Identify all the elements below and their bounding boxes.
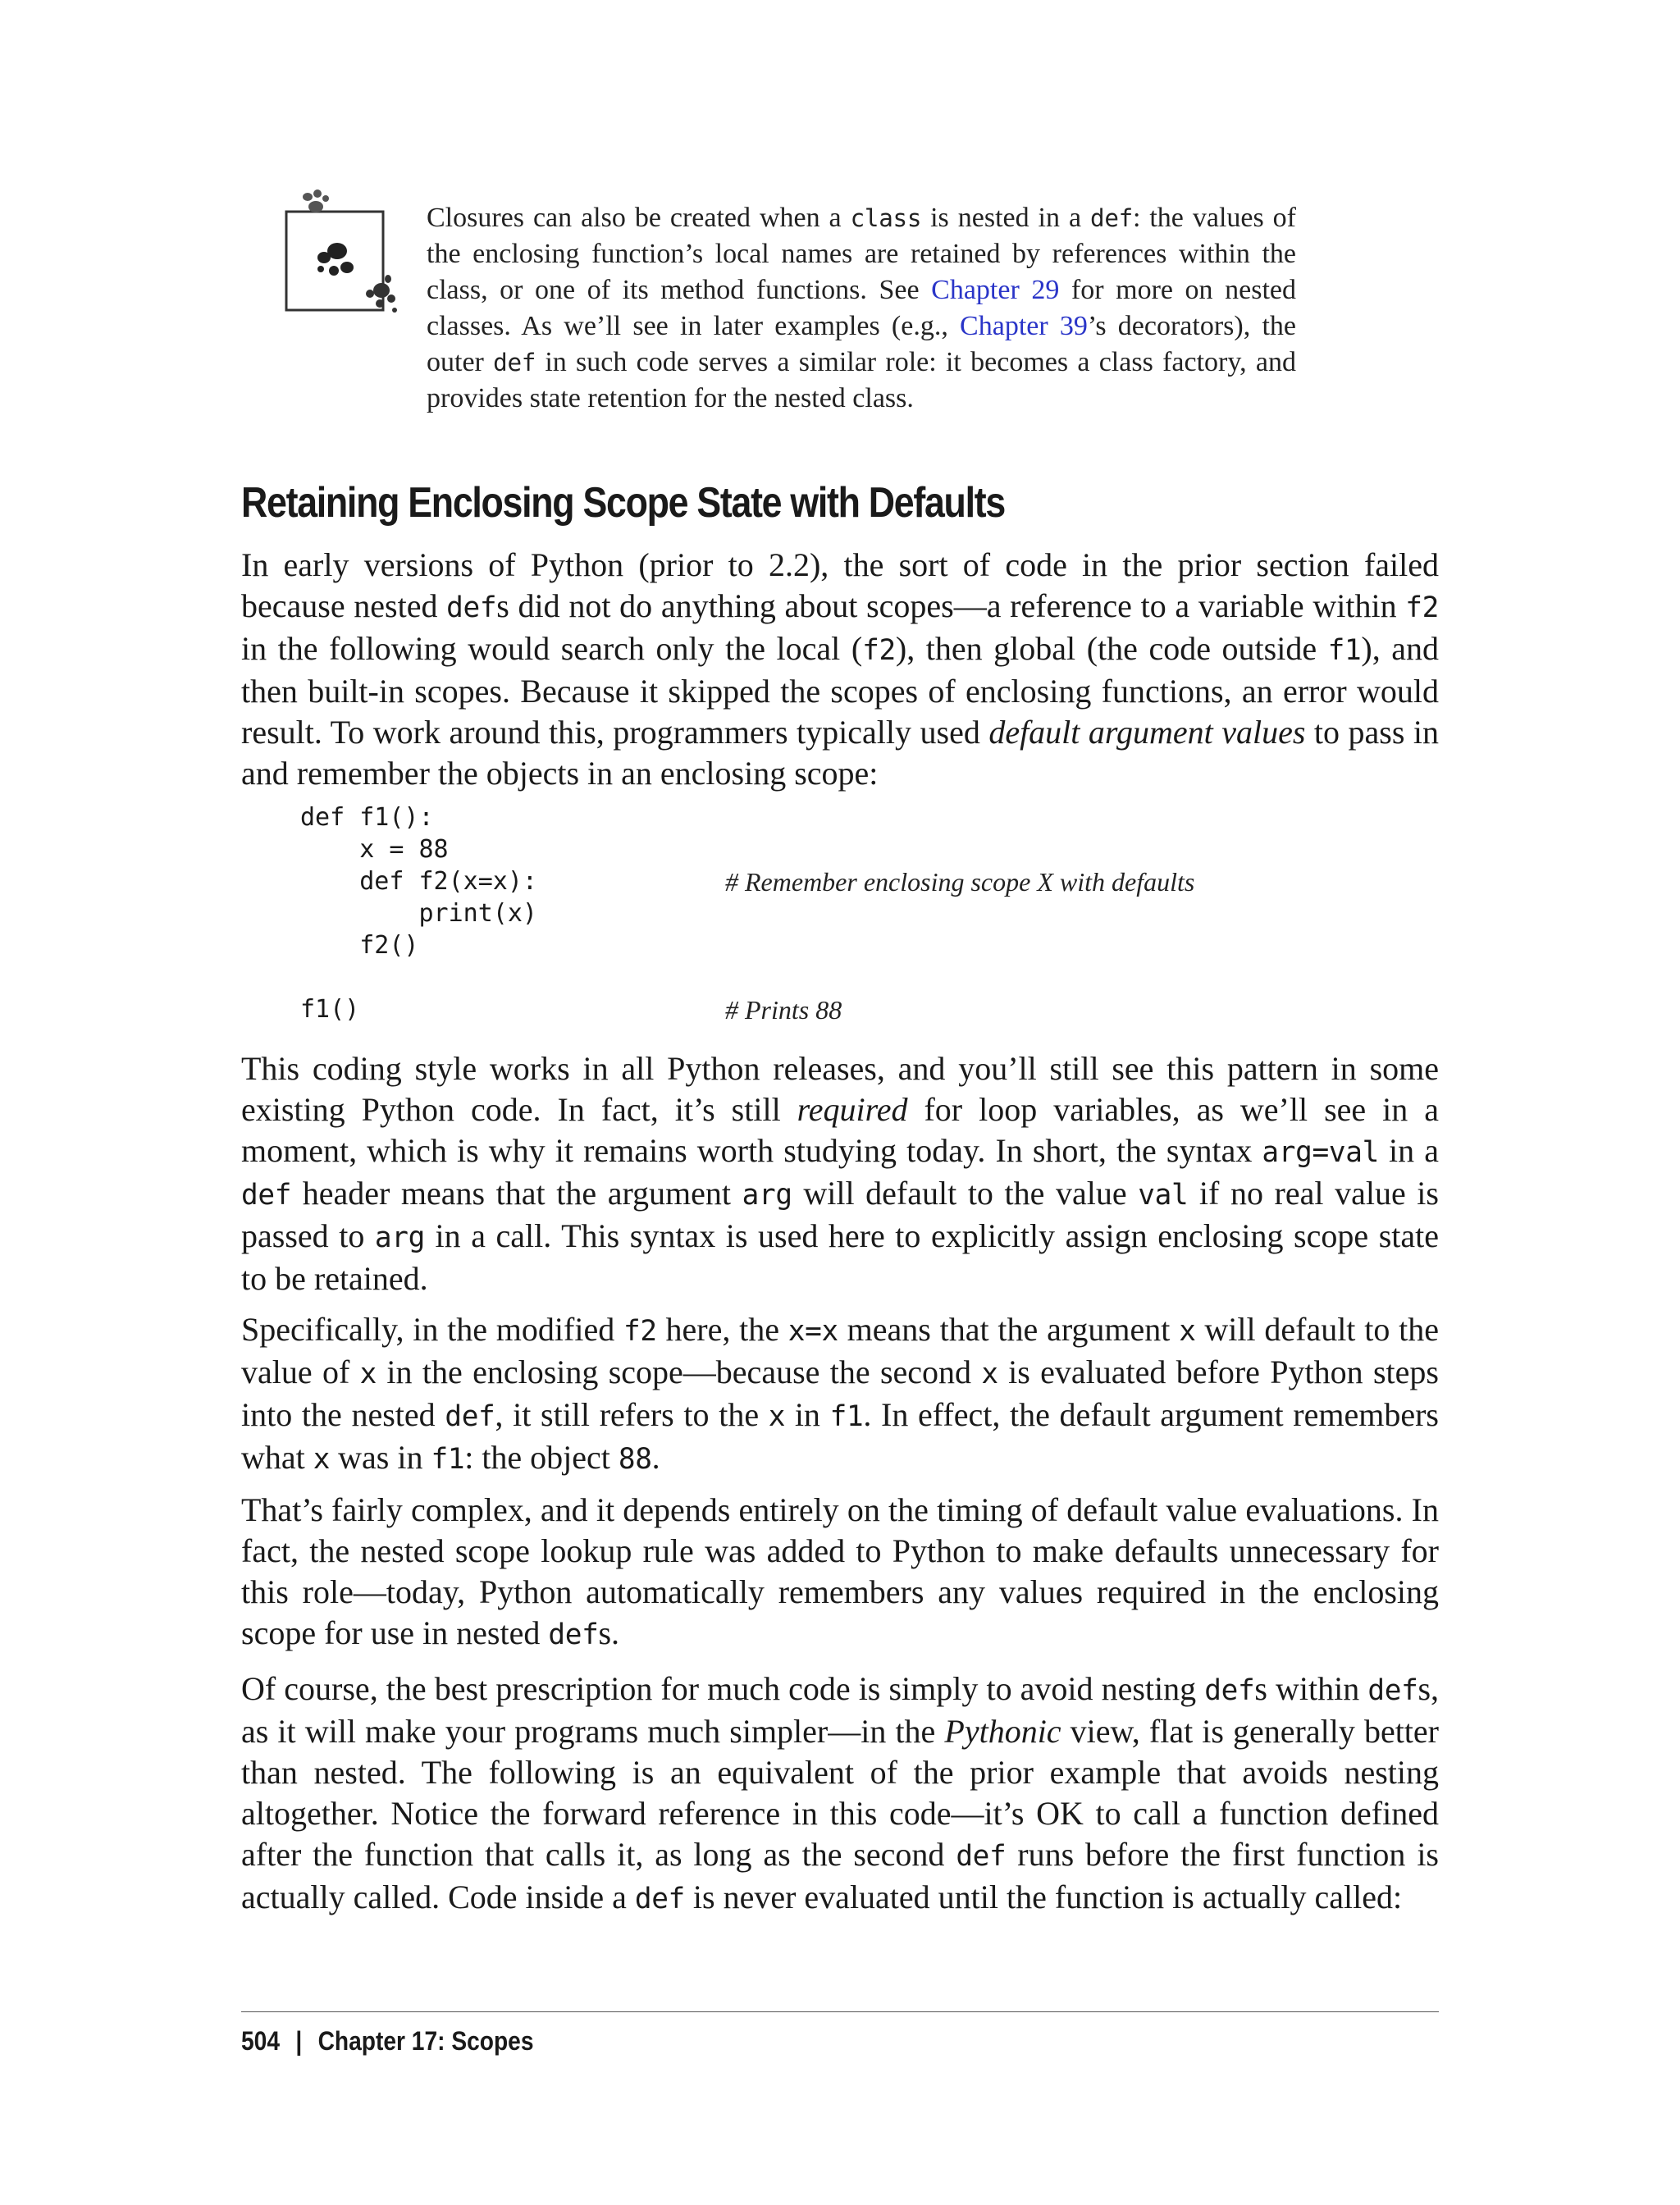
code-line: x = 88 <box>300 835 449 864</box>
text-run: runs before the first function is actually called. Code inside a <box>241 1836 1439 1915</box>
text-run: is nested in a <box>921 203 1091 233</box>
text-run: , it still refers to the <box>495 1396 769 1433</box>
text-run: s within <box>1254 1670 1368 1707</box>
inline-code: f2 <box>1405 591 1439 624</box>
section-heading: Retaining Enclosing Scope State with Defaults <box>241 479 1005 527</box>
inline-code: x <box>313 1443 331 1476</box>
chapter-link[interactable]: Chapter 39 <box>960 311 1088 341</box>
code-line: def f1(): <box>300 803 434 832</box>
code-line: def f2(x=x): <box>300 867 537 896</box>
code-line: print(x) <box>300 899 537 928</box>
text-run: here, the <box>656 1311 788 1348</box>
inline-code: 88 <box>618 1443 652 1476</box>
text-run: in <box>785 1396 830 1433</box>
inline-code: def <box>548 1618 599 1651</box>
inline-code: f2 <box>862 634 896 667</box>
code-comment: # Remember enclosing scope X with defaults <box>725 867 1195 897</box>
inline-code: f1 <box>431 1443 465 1476</box>
text-run: in the following would search only the local ( <box>241 630 863 667</box>
text-run: is never evaluated until the function is actually called: <box>684 1879 1403 1915</box>
inline-code: def <box>241 1179 292 1212</box>
text-run: if no real value is passed to <box>241 1175 1439 1254</box>
emphasis: required <box>797 1091 908 1128</box>
inline-code: f1 <box>829 1400 864 1433</box>
page-number: 504 <box>241 2026 280 2056</box>
text-run: means that the argument <box>838 1311 1180 1348</box>
tip-text <box>427 200 1296 417</box>
text-run: This coding style works in all Python releases, and you’ll still see this pattern in some existing Python code. In fact, it’s still <box>241 1050 1439 1128</box>
text-run: That’s fairly complex, and it depends entirely on the timing of default value evaluations. In fact, the nested scope lookup rule was added to Python to make defaults unnecessary for this role—today, Python automatically remembers any values required in the enclosing scope for use in nested <box>241 1491 1439 1651</box>
text-run: in the enclosing scope—because the second <box>377 1354 982 1390</box>
paragraph-coding-style <box>241 1048 1439 1299</box>
text-run: Of course, the best prescription for much code is simply to avoid nesting <box>241 1670 1205 1707</box>
text-run: header means that the argument <box>291 1175 742 1212</box>
inline-code: def <box>1204 1674 1255 1707</box>
inline-code: def <box>1090 204 1133 232</box>
inline-code: def <box>956 1840 1007 1873</box>
text-run: for loop variables, as we’ll see in a moment, which is why it remains worth studying today. In short, the syntax <box>241 1091 1439 1169</box>
inline-code: arg <box>742 1179 792 1212</box>
text-run: s did not do anything about scopes—a reference to a variable within <box>496 587 1406 624</box>
inline-code: x <box>1179 1315 1196 1348</box>
code-line: f2() <box>300 931 419 960</box>
code-line: f1() <box>300 995 360 1024</box>
footer-separator: | <box>295 2026 303 2056</box>
text-run: in a call. This syntax is used here to explicitly assign enclosing scope state to be retained. <box>241 1217 1439 1297</box>
emphasis: default argument values <box>988 714 1306 751</box>
inline-code: f1 <box>1327 634 1362 667</box>
paragraph-avoid-nesting <box>241 1669 1439 1920</box>
text-run: was in <box>330 1439 431 1476</box>
text-run: : the object <box>464 1439 619 1476</box>
text-run: s, as it will make your programs much simpler—in the <box>241 1670 1440 1750</box>
inline-code: def <box>1367 1674 1418 1707</box>
text-run: in a <box>1378 1132 1439 1169</box>
text-run: will default to the value <box>792 1175 1139 1212</box>
inline-code: arg=val <box>1262 1136 1379 1169</box>
text-run: ), then global (the code outside <box>895 630 1328 667</box>
inline-code: arg <box>374 1221 425 1254</box>
code-comment: # Prints 88 <box>725 995 842 1025</box>
chapter-title: Chapter 17: Scopes <box>317 2026 534 2056</box>
text-run: : the values of the enclosing function’s local names are retained by references within the class, or one of its method functions. See <box>427 203 1296 305</box>
text-run: . In effect, the default argument remembers what <box>241 1396 1440 1476</box>
inline-code: class <box>850 204 922 232</box>
inline-code: x <box>359 1358 377 1390</box>
footer-rule <box>241 2011 1439 2012</box>
chapter-link[interactable]: Chapter 29 <box>931 275 1060 305</box>
paragraph-intro <box>241 545 1439 794</box>
text-run: ’s decorators), the outer <box>427 311 1296 377</box>
inline-code: val <box>1138 1179 1189 1212</box>
running-footer <box>241 2023 533 2059</box>
inline-code: x <box>768 1400 786 1433</box>
paragraph-complexity <box>241 1490 1439 1655</box>
code-example <box>300 802 1449 1032</box>
text-run: Closures can also be created when a <box>427 203 851 233</box>
text-run: view, flat is generally better than nested. The following is an equivalent of the prior example that avoids nesting altogether. Notice the forward reference in this code—it’s OK to call a function defined after the function that calls it, as long as the second <box>241 1713 1439 1873</box>
text-run: is evaluated before Python steps into the nested <box>241 1354 1439 1433</box>
text-run: ), and then built-in scopes. Because it skipped the scopes of enclosing functions, an error would result. To work around this, programmers typically used <box>241 630 1440 751</box>
inline-code: x <box>981 1358 998 1390</box>
inline-code: def <box>446 591 497 624</box>
inline-code: def <box>493 349 536 377</box>
emphasis: Pythonic <box>944 1713 1061 1750</box>
text-run: Specifically, in the modified <box>241 1311 623 1348</box>
text-run: for more on nested classes. As we’ll see in later examples (e.g., <box>427 275 1296 341</box>
text-run: s. <box>598 1614 620 1651</box>
text-run: to pass in and remember the objects in an enclosing scope: <box>241 714 1439 792</box>
raccoon-tip-icon <box>283 187 422 326</box>
text-run: In early versions of Python (prior to 2.2), the sort of code in the prior section failed because nested <box>241 546 1439 624</box>
text-run: in such code serves a similar role: it becomes a class factory, and provides state retention for the nested class. <box>427 347 1296 413</box>
inline-code: f2 <box>623 1315 657 1348</box>
inline-code: def <box>445 1400 495 1433</box>
inline-code: x=x <box>788 1315 838 1348</box>
inline-code: def <box>634 1883 685 1915</box>
text-run: . <box>651 1439 660 1476</box>
text-run: will default to the value of <box>241 1311 1439 1390</box>
paragraph-specifically <box>241 1309 1439 1480</box>
